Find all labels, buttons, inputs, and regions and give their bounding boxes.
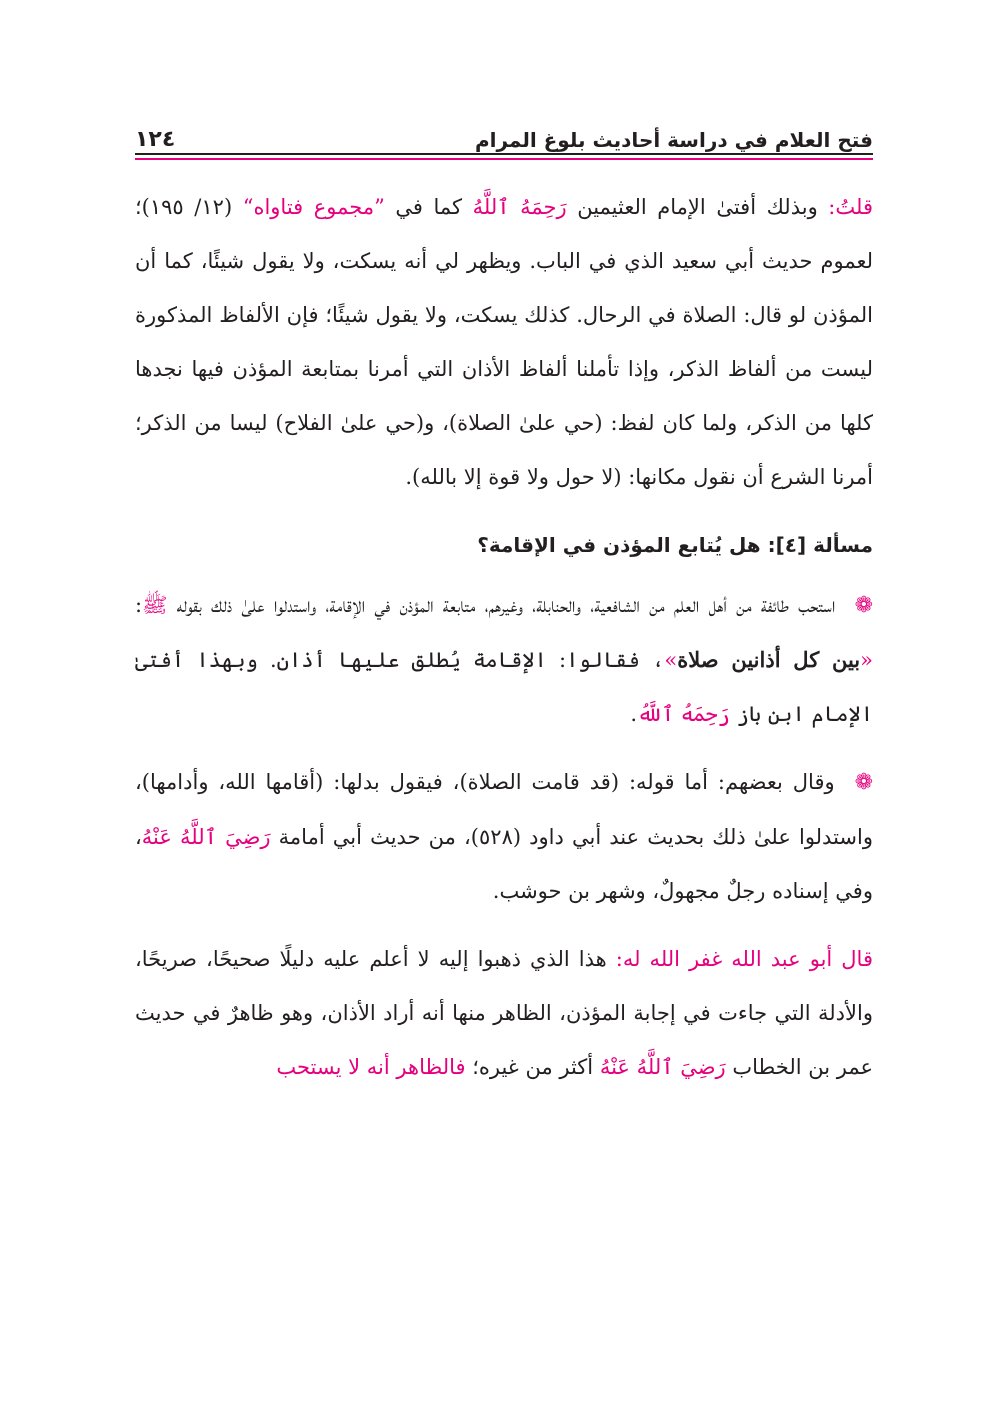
author-label: قال أبو عبد الله غفر الله له: (615, 947, 873, 971)
paragraph-bullet-1 (135, 578, 873, 741)
text-run: وبذلك أفتىٰ الإمام العثيمين (566, 195, 829, 219)
text-run: استحب طائفة من أهل العلم من الشافعية، والحنابلة، وغيرهم، متابعة المؤذن في الإقامة، واستدلوا علىٰ ذلك بقوله (167, 593, 845, 617)
honorific-rahimahullah: رَحِمَهُ ٱللَّهُ (472, 195, 567, 219)
header-rule-dark (135, 153, 873, 155)
text-run: . (630, 702, 638, 726)
book-reference: ”مجموع فتاواه“ (242, 195, 385, 219)
hadith-text: بين كل أذانين صلاة (677, 647, 861, 672)
page-number: ١٢٤ (135, 127, 176, 152)
honorific-radiallahu: رَضِيَ ٱللَّهُ عَنْهُ (141, 825, 271, 849)
flower-bullet-icon: ❁ (854, 593, 873, 618)
text-run: (١٢/ ١٩٥)؛ لعموم حديث أبي سعيد الذي في الباب. ويظهر لي أنه يسكت، ولا يقول شيئًا، كما أن المؤذن لو قال: الصلاة في الرحال. كذلك يسكت، ولا يقول شيئًا؛ فإن الألفاظ المذكورة ليست من ألفاظ الذكر، وإذا تأملنا ألفاظ الأذان التي أمرنا بمتابعة المؤذن فيها نجدها كلها من الذكر، ولما كان لفظ: (حي علىٰ الصلاة)، و(حي علىٰ الفلاح) ليسا من الذكر؛ أمرنا الشرع أن نقول مكانها: (لا حول ولا قوة إلا بالله). (135, 195, 873, 489)
quote-open: « (860, 648, 873, 672)
salawat-icon: ﷺ (142, 593, 168, 617)
page-body (135, 180, 873, 1094)
continuation-text: فالظاهر أنه لا يستحب (276, 1055, 466, 1079)
qultu-label: قلتُ: (828, 195, 873, 219)
paragraph-bullet-2 (135, 755, 873, 918)
text-run: هذا الذي ذهبوا إليه لا أعلم عليه دليلًا صحيحًا، صريحًا، والأدلة التي جاءت في إجابة المؤذن، الظاهر منها أنه أراد الأذان، وهو ظاهرٌ في حديث عمر بن الخطاب (135, 947, 873, 1079)
running-header (135, 116, 873, 152)
honorific-radiallahu: رَضِيَ ٱللَّهُ عَنْهُ (599, 1055, 726, 1079)
paragraph-author-comment (135, 932, 873, 1094)
flower-bullet-icon: ❁ (854, 770, 873, 795)
header-rule-pink (135, 158, 873, 160)
text-run: ، فقالوا: الإقامة يُطلق عليها أذان. وبهذا أفتىٰ الإمام ابن باز (135, 648, 873, 726)
section-heading: مسألة [٤]: هل يُتابع المؤذن في الإقامة؟ (477, 533, 873, 557)
text-run: ، وفي إسناده رجلٌ مجهولٌ، وشهر بن حوشب. (135, 825, 873, 903)
text-run: كما في (384, 195, 473, 219)
paragraph-qultu (135, 180, 873, 504)
quote-close: » (664, 648, 678, 672)
text-run: وقال بعضهم: أما قوله: (قد قامت الصلاة)، فيقول بدلها: (أقامها الله، وأدامها)، واستدلوا علىٰ ذلك بحديث عند أبي داود (٥٢٨)، من حديث أبي أمامة (135, 770, 873, 849)
honorific-rahimahullah: رَحِمَهُ ٱللَّهُ (637, 702, 730, 726)
book-title: فتح العلام في دراسة أحاديث بلوغ المرام (474, 128, 873, 152)
text-run: : (135, 593, 143, 617)
text-run: أكثر من غيره؛ (465, 1055, 600, 1079)
